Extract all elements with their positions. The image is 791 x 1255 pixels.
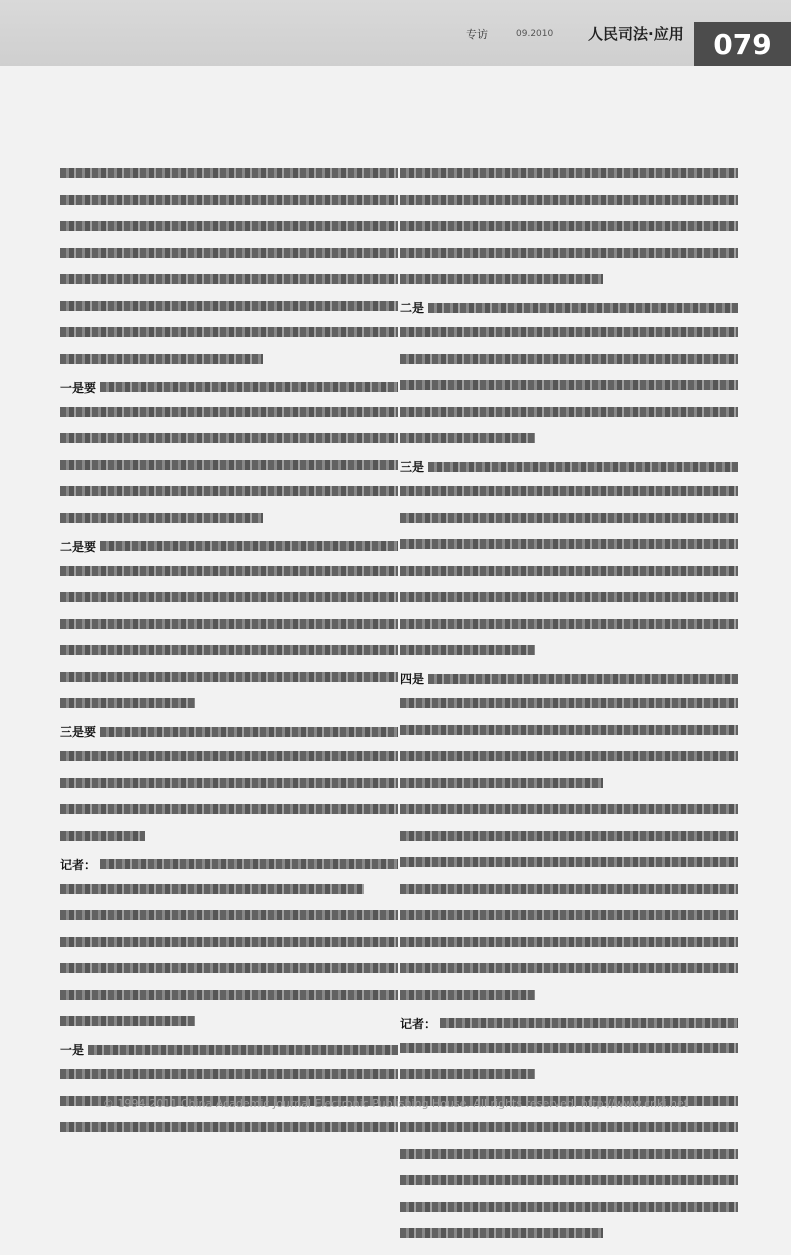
paragraph [400,804,738,1000]
page-number: 079 [694,22,791,66]
left-column [60,168,398,1149]
paragraph [60,725,398,841]
header-issue-date: 09.2010 [516,29,554,39]
question-paragraph [400,1016,738,1079]
paragraph-lead: 二是要 [60,539,97,554]
paragraph [60,910,398,1026]
paragraph [400,460,738,656]
paragraph [60,1043,398,1133]
paragraph [400,672,738,788]
paragraph-lead: 一是 [60,1043,85,1057]
header-section-label: 专访 [466,28,488,41]
right-column [400,168,738,1255]
header-journal-title: 人民司法·应用 [588,25,684,43]
paragraph-lead: 三是要 [60,725,97,739]
paragraph [60,168,398,364]
question-paragraph [60,857,398,894]
page-header [0,0,791,66]
question-lead: 记者： [60,857,97,872]
paragraph-lead: 一是要 [60,380,97,395]
paragraph [400,301,738,444]
question-lead: 记者： [400,1016,437,1031]
footer-copyright: © 1994-2011 China Academic Journal Electronic Publishing House. All rights reserved. http://www.cnki.net [102,1097,689,1110]
paragraph [400,168,738,284]
paragraph [400,1096,738,1239]
paragraph-lead: 二是 [400,301,425,315]
paragraph-lead: 四是 [400,672,425,686]
paragraph [60,380,398,523]
paragraph [60,539,398,708]
paragraph-lead: 三是 [400,460,425,474]
